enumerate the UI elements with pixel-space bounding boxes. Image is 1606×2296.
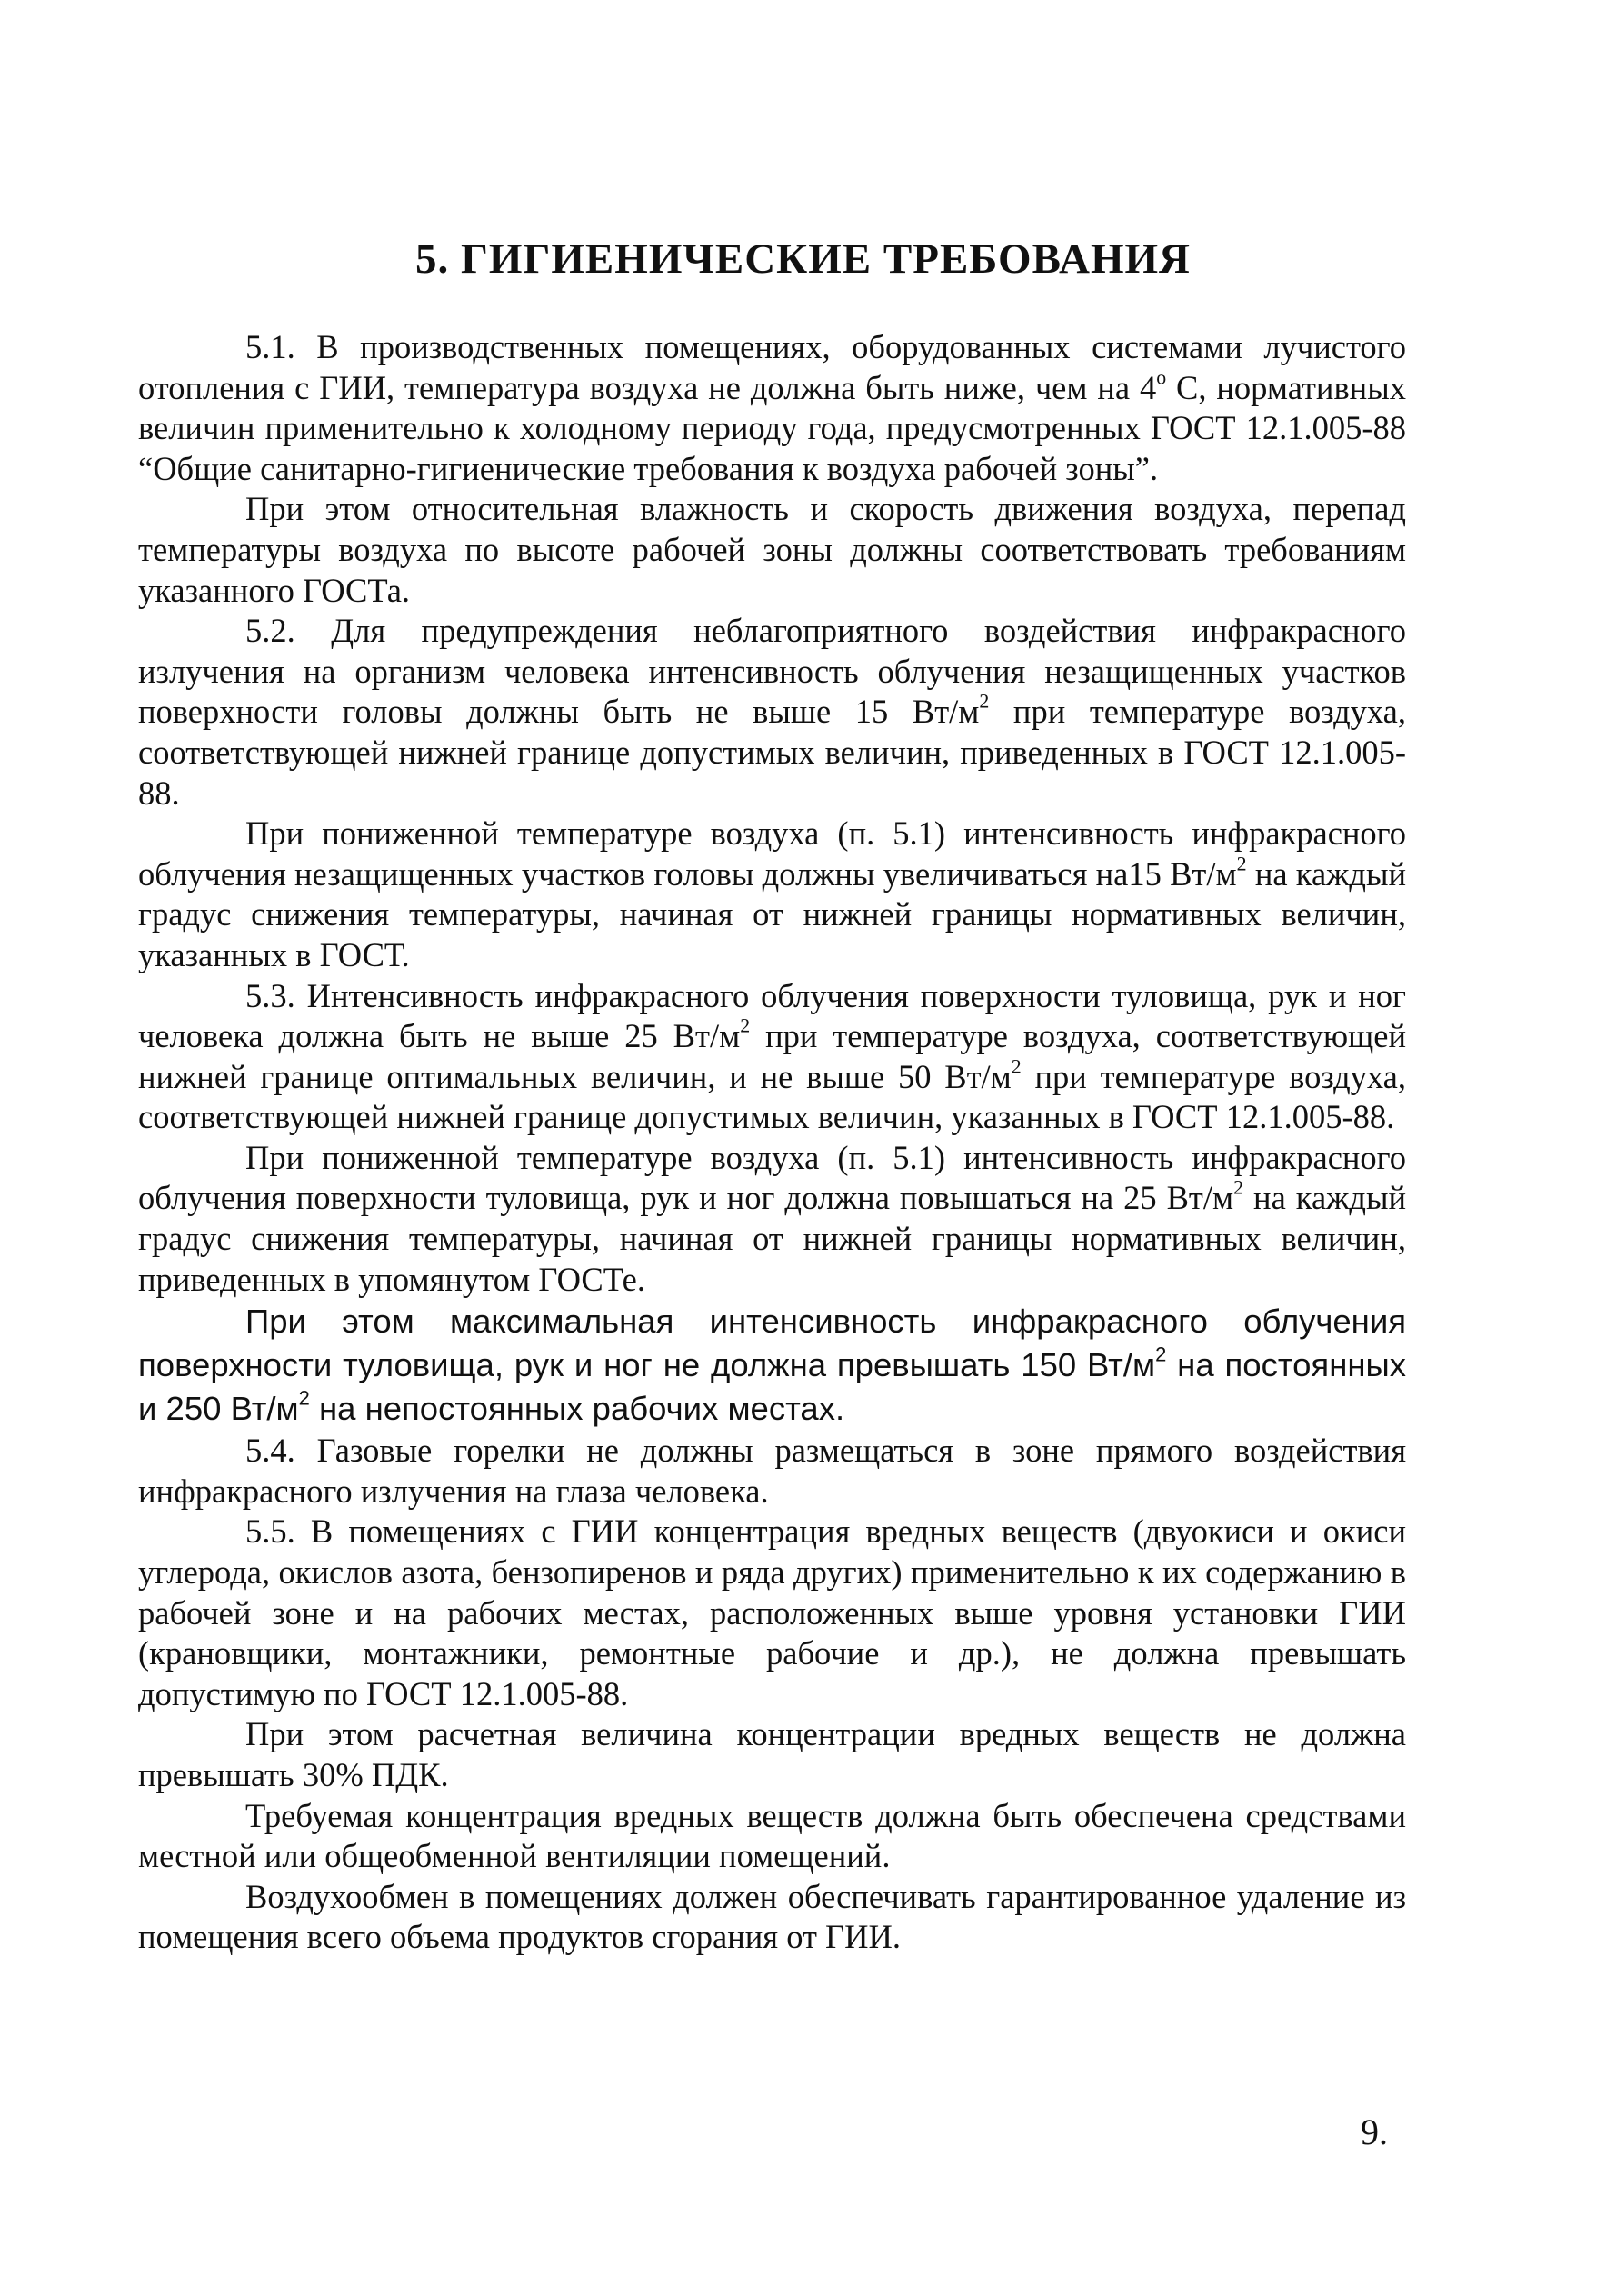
page-number: 9. [1361,2111,1388,2152]
paragraph-5-5-mpc: При этом расчетная величина концентрации вредных веществ не должна превышать 30% ПДК. [138,1715,1406,1793]
paragraph-5-2: 5.2. Для предупреждения неблагоприятного воздействия инфракрасного излучения на организм человека интенсивность облучения незащищенных участков поверхности головы должны быть не выше 15 $Вт/м^2$ при температуре воздуха, соответствующей нижней границе допустимых величин, приведенных в ГОСТ 12.1.005-88. [138,612,1406,812]
paragraph-5-1-humidity: При этом относительная влажность и скорость движения воздуха, перепад температуры воздуха по высоте рабочей зоны должны соответствовать требованиям указанного ГОСТа. [138,490,1406,609]
paragraph-5-3-lowered-temp: При пониженной температуре воздуха (п. 5.1) интенсивность инфракрасного облучения поверхности туловища, рук и ног должна повышаться на 25 $Вт/м^2$ на каждый градус снижения температуры, начиная от нижней границы нормативных величин, приведенных в упомянутом ГОСТе. [138,1138,1406,1298]
paragraph-5-3-max-intensity: При этом максимальная интенсивность инфракрасного облучения поверхности туловища, рук и ног не должна превышать 150 $Вт/м^2$ на постоянных и 250 $Вт/м^2$ на непостоянных рабочих местах. [138,1303,1406,1428]
section-body [138,327,1406,1958]
section-title: 5. ГИГИЕНИЧЕСКИЕ ТРЕБОВАНИЯ [414,235,1191,283]
paragraph-5-5: 5.5. В помещениях с ГИИ концентрация вредных веществ (двуокиси и окиси углерода, окислов азота, бензопиренов и ряда других) применительно к их содержанию в рабочей зоне и на рабочих местах, расположенных выше уровня установки ГИИ (крановщики, монтажники, ремонтные рабочие и др.), не должна превышать допустимую по ГОСТ 12.1.005-88. [138,1512,1406,1712]
paragraph-5-5-air-exchange: Воздухообмен в помещениях должен обеспечивать гарантированное удаление из помещения всего объема продуктов сгорания от ГИИ. [138,1877,1406,1956]
paragraph-5-2-lowered-temp: При пониженной температуре воздуха (п. 5.1) интенсивность инфракрасного облучения незащищенных участков головы должны увеличиваться на15 $Вт/м^2$ на каждый градус снижения температуры, начиная от нижней границы нормативных величин, указанных в ГОСТ. [138,814,1407,973]
paragraph-5-1: 5.1. В производственных помещениях, оборудованных системами лучистого отопления с ГИИ, температура воздуха не должна быть ниже, чем на $4^о$ С, нормативных величин применительно к холодному периоду года, предусмотренных ГОСТ 12.1.005-88 “Общие санитарно-гигиенические требования к воздуха рабочей зоны”. [138,328,1406,487]
paragraph-5-3: 5.3. Интенсивность инфракрасного облучения поверхности туловища, рук и ног человека должна быть не выше 25 $Вт/м^2$ при температуре воздуха, соответствующей нижней границе оптимальных величин, и не выше 50 $Вт/м^2$ при температуре воздуха, соответствующей нижней границе допустимых величин, указанных в ГОСТ 12.1.005-88. [138,976,1406,1136]
paragraph-5-5-ventilation: Требуемая концентрация вредных веществ должна быть обеспечена средствами местной или общеобменной вентиляции помещений. [138,1796,1406,1875]
paragraph-5-4: 5.4. Газовые горелки не должны размещаться в зоне прямого воздействия инфракрасного излучения на глаза человека. [138,1432,1406,1510]
